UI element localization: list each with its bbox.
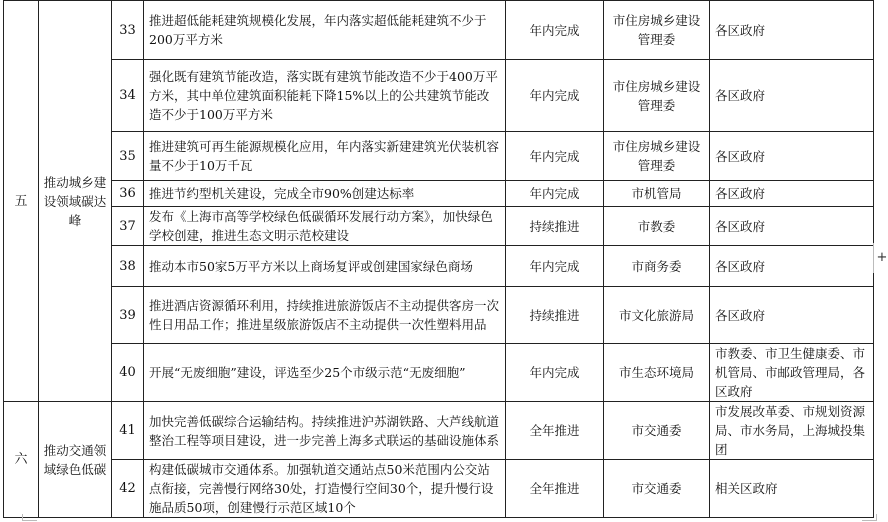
table-row [4,344,874,402]
deadline-cell: 年内完成 [506,132,604,181]
task-cell: 推进超低能耗建筑规模化发展，年内落实超低能耗建筑不少于200万平方米 [144,1,506,60]
lead-unit-cell: 市机管局 [604,181,710,207]
deadline-cell: 年内完成 [506,344,604,402]
row-number: 39 [112,287,144,344]
deadline-cell: 年内完成 [506,1,604,60]
lead-unit-cell: 市住房城乡建设管理委 [604,1,710,60]
section-category: 推动城乡建设领域碳达峰 [39,1,112,402]
lead-unit-cell: 市教委 [604,207,710,246]
deadline-cell: 持续推进 [506,207,604,246]
row-number: 36 [112,181,144,207]
task-cell: 构建低碳城市交通体系。加强轨道交通站点50米范围内公交站点衔接，完善慢行网络30处，打造慢行空间30个，提升慢行设施品质50项，创建慢行示范区域10个 [144,460,506,518]
task-cell: 加快完善低碳综合运输结构。持续推进沪苏湖铁路、大芦线航道整治工程等项目建设，进一步完善上海多式联运的基础设施体系 [144,402,506,460]
table-row [4,181,874,207]
participant-cell: 相关区政府 [710,460,874,518]
row-number: 35 [112,132,144,181]
section-category: 推动交通领域绿色低碳 [39,402,112,518]
table-row [4,1,874,60]
table-row [4,460,874,518]
expand-plus-icon[interactable]: + [876,250,888,265]
page-corner-mark-left [22,514,37,521]
table-row [4,287,874,344]
lead-unit-cell: 市住房城乡建设管理委 [604,60,710,132]
table-row [4,132,874,181]
table-row [4,246,874,287]
participant-cell: 各区政府 [710,181,874,207]
row-number: 41 [112,402,144,460]
participant-cell: 各区政府 [710,246,874,287]
lead-unit-cell: 市住房城乡建设管理委 [604,132,710,181]
participant-cell: 各区政府 [710,207,874,246]
task-cell: 推进酒店资源循环利用，持续推进旅游饭店不主动提供客房一次性日用品工作；推进星级旅游饭店不主动提供一次性塑料用品 [144,287,506,344]
deadline-cell: 年内完成 [506,246,604,287]
row-number: 34 [112,60,144,132]
participant-cell: 市发展改革委、市规划资源局、市水务局，上海城投集团 [710,402,874,460]
task-cell: 强化既有建筑节能改造，落实既有建筑节能改造不少于400万平方米，其中单位建筑面积能耗下降15%以上的公共建筑节能改造不少于100万平方米 [144,60,506,132]
row-number: 33 [112,1,144,60]
deadline-cell: 年内完成 [506,181,604,207]
deadline-cell: 全年推进 [506,460,604,518]
row-number: 37 [112,207,144,246]
page-corner-mark-right [862,514,877,521]
participant-cell: 各区政府 [710,1,874,60]
row-number: 42 [112,460,144,518]
deadline-cell: 全年推进 [506,402,604,460]
task-table [3,0,874,518]
lead-unit-cell: 市商务委 [604,246,710,287]
section-index: 五 [4,1,39,402]
row-number: 38 [112,246,144,287]
task-cell: 开展“无废细胞”建设，评选至少25个市级示范“无废细胞” [144,344,506,402]
lead-unit-cell: 市文化旅游局 [604,287,710,344]
lead-unit-cell: 市生态环境局 [604,344,710,402]
participant-cell: 各区政府 [710,132,874,181]
task-cell: 发布《上海市高等学校绿色低碳循环发展行动方案》，加快绿色学校创建，推进生态文明示范校建设 [144,207,506,246]
row-number: 40 [112,344,144,402]
table-row [4,402,874,460]
lead-unit-cell: 市交通委 [604,402,710,460]
task-cell: 推动本市50家5万平方米以上商场复评或创建国家绿色商场 [144,246,506,287]
deadline-cell: 持续推进 [506,287,604,344]
task-table-body [4,1,874,518]
section-index: 六 [4,402,39,518]
deadline-cell: 年内完成 [506,60,604,132]
page-edge-divider [873,243,874,273]
participant-cell: 各区政府 [710,60,874,132]
lead-unit-cell: 市交通委 [604,460,710,518]
task-cell: 推进节约型机关建设，完成全市90%创建达标率 [144,181,506,207]
table-row [4,207,874,246]
participant-cell: 市教委、市卫生健康委、市机管局、市邮政管理局，各区政府 [710,344,874,402]
participant-cell: 各区政府 [710,287,874,344]
table-row [4,60,874,132]
task-cell: 推进建筑可再生能源规模化应用，年内落实新建建筑光伏装机容量不少于10万千瓦 [144,132,506,181]
